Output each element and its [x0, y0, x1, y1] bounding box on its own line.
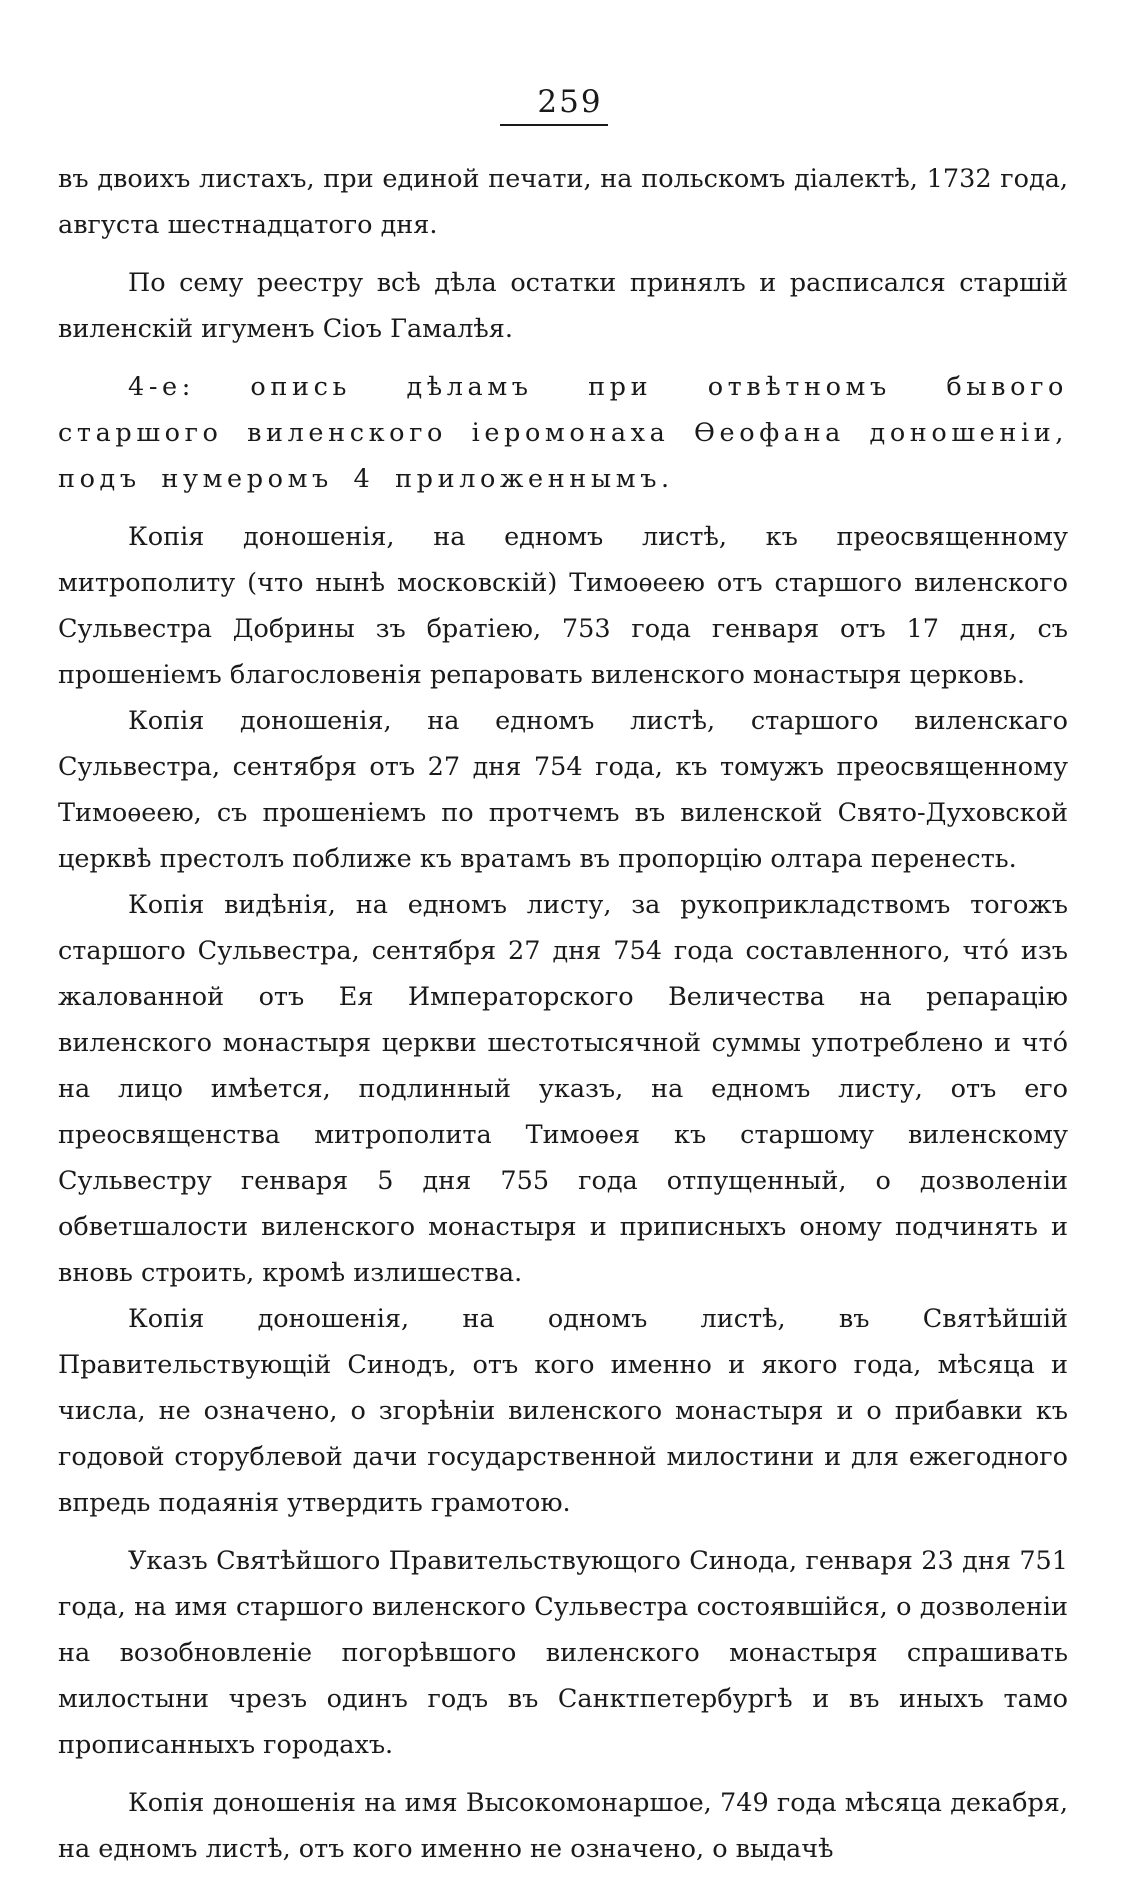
- paragraph: Копія доношенія, на едномъ листѣ, старшого виленскаго Сульвестра, сентября отъ 27 дня 754 года, къ томужъ преосвященному Тимоѳеею, съ прошеніемъ по протчемъ въ виленской Свято-Духовской церквѣ престолъ поближе къ вратамъ въ пропорцію олтара перенесть.: [58, 706, 1068, 874]
- paragraph: Копія видѣнія, на едномъ листу, за рукоприкладствомъ тогожъ старшого Сульвестра, сентября 27 дня 754 года составленного, что́ изъ жалованной отъ Ея Императорского Величества на репарацію виленского монастыря церкви шестотысячной суммы употреблено и что́ на лицо имѣется, подлинный указъ, на едномъ листу, отъ его преосвященства митрополита Тимоѳея къ старшому виленскому Сульвестру генваря 5 дня 755 года отпущенный, о дозволеніи обветшалости виленского монастыря и приписныхъ оному подчинять и вновь строить, кромѣ излишества.: [58, 890, 1068, 1288]
- page-number: 259: [537, 84, 603, 120]
- paragraph: Копія доношенія на имя Высокомонаршое, 749 года мѣсяца декабря, на едномъ листѣ, отъ кого именно не означено, о выдачѣ: [58, 1788, 1068, 1864]
- section-heading: 4-е: опись дѣламъ при отвѣтномъ бывого старшого виленского іеромонаха Ѳеофана доношеніи, подъ нумеромъ 4 приложеннымъ.: [58, 372, 1068, 494]
- paragraph: Копія доношенія, на едномъ листѣ, къ преосвященному митрополиту (что нынѣ московскій) Тимоѳеею отъ старшого виленского Сульвестра Добрины зъ братіею, 753 года генваря отъ 17 дня, съ прошеніемъ благословенія репаровать виленского монастыря церковь.: [58, 522, 1068, 690]
- paragraph: Копія доношенія, на одномъ листѣ, въ Святѣйшій Правительствующій Синодъ, отъ кого именно и якого года, мѣсяца и числа, не означено, о згорѣніи виленского монастыря и о прибавки къ годовой сторублевой дачи государственной милостини и для ежегодного впредь подаянія утвердить грамотою.: [58, 1304, 1068, 1518]
- paragraph: По сему реестру всѣ дѣла остатки принялъ и расписался старшій виленскій игуменъ Сіоъ Гамалѣя.: [58, 268, 1068, 344]
- body-text: [58, 156, 1068, 1872]
- paragraph: Указъ Святѣйшого Правительствующого Синода, генваря 23 дня 751 года, на имя старшого виленского Сульвестра состоявшійся, о дозволеніи на возобновленіе погорѣвшого виленского монастыря спрашивать милостыни чрезъ одинъ годъ въ Санктпетербургѣ и въ иныхъ тамо прописанныхъ городахъ.: [58, 1546, 1068, 1760]
- page-number-underline: [500, 124, 608, 126]
- paragraph: въ двоихъ листахъ, при единой печати, на польскомъ діалектѣ, 1732 года, августа шестнадцатого дня.: [58, 164, 1068, 240]
